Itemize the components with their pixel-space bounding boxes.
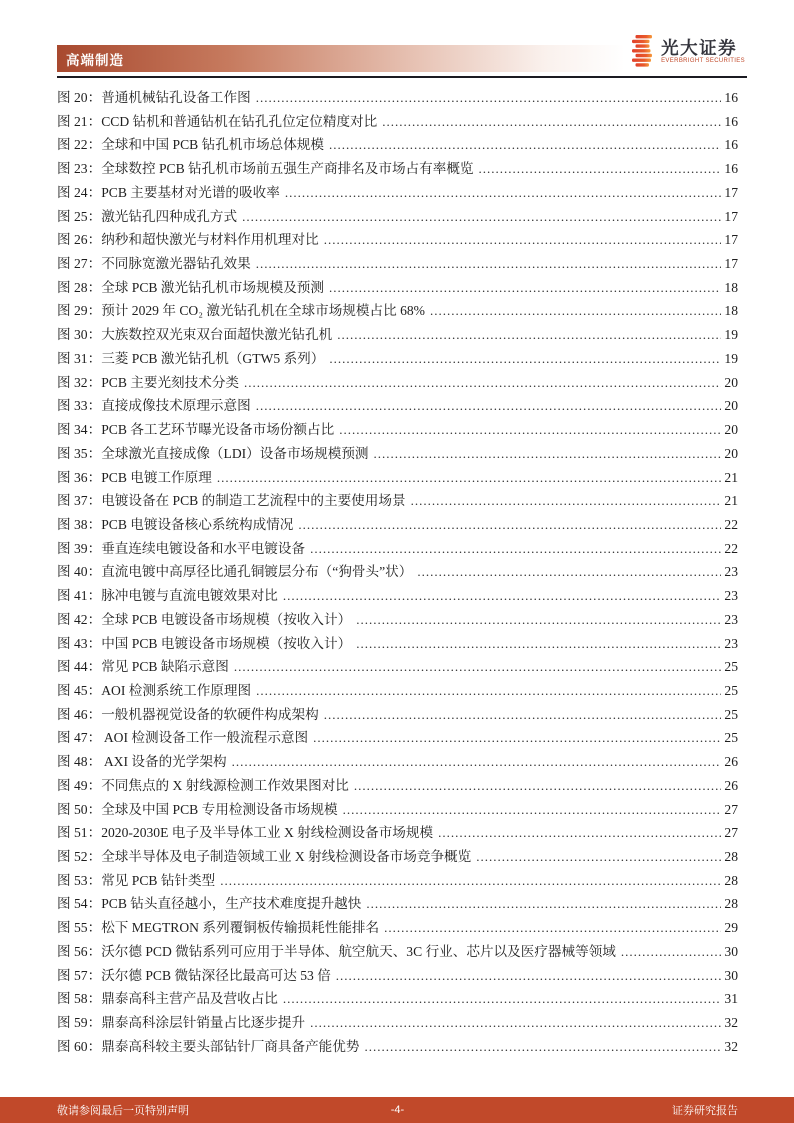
toc-entry-figure-number: 图 21： [57, 113, 102, 129]
toc-dot-leader [324, 703, 722, 727]
toc-entry-figure-number: 图 38： [57, 516, 102, 532]
toc-entry-title: 不同焦点的 X 射线源检测工作效果图对比 [101, 777, 349, 793]
toc-dot-leader [324, 228, 722, 252]
toc-entry-page-number: 30 [724, 943, 738, 959]
toc-entry-figure-number: 图 43： [57, 635, 102, 651]
toc-entry-page-number: 22 [724, 540, 738, 556]
toc-entry-figure-number: 图 40： [57, 564, 102, 580]
toc-entry-page-number: 26 [724, 777, 738, 793]
toc-entry-page-number: 22 [724, 516, 738, 532]
toc-entry[interactable] [57, 442, 738, 466]
everbright-stripes-b-icon [632, 35, 654, 68]
toc-entry-title: 松下 MEGTRON 系列覆铜板传输损耗性能排名 [101, 920, 380, 936]
toc-entry-figure-number: 图 30： [57, 327, 102, 343]
toc-entry-title: 激光钻孔四种成孔方式 [101, 208, 238, 224]
toc-entry-page-number: 28 [724, 896, 738, 912]
toc-entry-page-number: 25 [724, 730, 738, 746]
toc-dot-leader [313, 726, 721, 750]
toc-dot-leader [374, 442, 722, 466]
toc-entry[interactable] [57, 466, 738, 490]
toc-entry[interactable] [57, 323, 738, 347]
toc-entry-page-number: 25 [724, 682, 738, 698]
toc-entry[interactable] [57, 537, 738, 561]
toc-entry-title: 脉冲电镀与直流电镀效果对比 [101, 588, 278, 604]
toc-entry-figure-number: 图 27： [57, 256, 102, 272]
toc-dot-leader [337, 323, 721, 347]
toc-entry[interactable] [57, 821, 738, 845]
toc-entry[interactable] [57, 1035, 738, 1059]
toc-entry[interactable] [57, 655, 738, 679]
toc-entry-title: 三菱 PCB 激光钻孔机（GTW5 系列） [101, 350, 325, 366]
toc-entry-page-number: 16 [724, 161, 738, 177]
toc-dot-leader [336, 964, 722, 988]
toc-entry-figure-number: 图 37： [57, 493, 102, 509]
toc-entry[interactable] [57, 774, 738, 798]
toc-entry-title: 预计 2029 年 CO₂ 激光钻孔机在全球市场规模占比 68% [101, 303, 426, 319]
toc-entry-figure-number: 图 31： [57, 350, 102, 366]
toc-entry-figure-number: 图 36： [57, 469, 102, 485]
toc-entry[interactable] [57, 276, 738, 300]
toc-entry-title: 电镀设备在 PCB 的制造工艺流程中的主要使用场景 [101, 493, 406, 509]
toc-entry-figure-number: 图 28： [57, 279, 102, 295]
toc-entry-figure-number: 图 57： [57, 967, 102, 983]
toc-entry-page-number: 23 [724, 564, 738, 580]
toc-entry-page-number: 30 [724, 967, 738, 983]
toc-entry-figure-number: 图 35： [57, 445, 102, 461]
toc-entry-title: 全球半导体及电子制造领域工业 X 射线检测设备市场竞争概览 [101, 849, 472, 864]
toc-entry[interactable] [57, 940, 738, 964]
toc-entry-page-number: 32 [724, 1038, 738, 1054]
toc-entry-page-number: 18 [724, 303, 738, 319]
toc-entry-page-number: 27 [724, 825, 738, 841]
toc-entry[interactable] [57, 418, 738, 442]
brand-name-cn: 光大证券 [661, 38, 738, 58]
toc-entry-page-number: 23 [724, 611, 738, 627]
toc-dot-leader [417, 560, 721, 584]
toc-dot-leader [479, 157, 722, 181]
toc-entry[interactable] [57, 86, 738, 110]
toc-entry-page-number: 31 [724, 991, 738, 1007]
toc-entry[interactable] [57, 679, 738, 703]
toc-dot-leader [256, 679, 721, 703]
toc-entry-page-number: 20 [724, 422, 738, 438]
toc-entry[interactable] [57, 110, 738, 134]
toc-entry[interactable] [57, 394, 738, 418]
toc-entry-page-number: 20 [724, 445, 738, 461]
toc-entry-figure-number: 图 29： [57, 303, 102, 319]
toc-entry-page-number: 25 [724, 659, 738, 675]
toc-entry[interactable] [57, 584, 738, 608]
toc-entry-figure-number: 图 26： [57, 232, 102, 248]
toc-entry[interactable] [57, 205, 738, 229]
toc-entry-page-number: 26 [724, 754, 738, 770]
toc-entry-figure-number: 图 45： [57, 682, 102, 698]
toc-entry-figure-number: 图 51： [57, 825, 102, 841]
toc-entry-page-number: 17 [724, 184, 738, 200]
toc-entry-title: 中国 PCB 电镀设备市场规模（按收入计） [101, 635, 352, 651]
toc-entry[interactable] [57, 964, 738, 988]
toc-entry[interactable] [57, 916, 738, 940]
footer-bar [0, 1097, 794, 1123]
toc-dot-leader [621, 940, 722, 964]
toc-dot-leader [285, 181, 722, 205]
toc-entry[interactable] [57, 869, 738, 893]
toc-entry-title: 全球 PCB 电镀设备市场规模（按收入计） [101, 611, 352, 627]
toc-entry-page-number: 20 [724, 398, 738, 414]
toc-entry-title: 直接成像技术原理示意图 [101, 398, 251, 414]
toc-entry-title: 纳秒和超快激光与材料作用机理对比 [101, 232, 319, 248]
toc-dot-leader [283, 584, 722, 608]
toc-entry-page-number: 21 [724, 493, 738, 509]
toc-entry-title: 普通机械钻孔设备工作图 [101, 90, 251, 105]
toc-dot-leader [476, 845, 721, 869]
toc-dot-leader [382, 110, 721, 134]
toc-entry-page-number: 19 [724, 350, 738, 366]
toc-entry-title: 鼎泰高科主营产品及营收占比 [101, 991, 278, 1007]
toc-entry-title: 全球激光直接成像（LDI）设备市场规模预测 [101, 445, 369, 461]
toc-entry-page-number: 18 [724, 279, 738, 295]
toc-entry[interactable] [57, 608, 738, 632]
toc-dot-leader [329, 347, 721, 371]
toc-entry[interactable] [57, 299, 738, 323]
toc-entry[interactable] [57, 371, 738, 395]
toc-entry-title: 沃尔德 PCB 微钻深径比最高可达 53 倍 [101, 967, 331, 983]
toc-entry-title: PCB 钻头直径越小，生产技术难度提升越快 [101, 896, 362, 912]
toc-entry-title: 全球和中国 PCB 钻孔机市场总体规模 [101, 137, 324, 153]
toc-entry-title: 直流电镀中高厚径比通孔铜镀层分布（“狗骨头”状） [101, 564, 413, 580]
toc-entry-figure-number: 图 46： [57, 706, 102, 722]
toc-entry[interactable] [57, 181, 738, 205]
toc-dot-leader [217, 466, 722, 490]
toc-dot-leader [232, 750, 722, 774]
toc-entry-page-number: 17 [724, 208, 738, 224]
toc-entry-title: 鼎泰高科较主要头部钻针厂商具备产能优势 [101, 1038, 360, 1054]
toc-entry-figure-number: 图 55： [57, 920, 102, 936]
toc-entry-page-number: 16 [724, 113, 738, 129]
toc-dot-leader [256, 86, 722, 110]
toc-entry-page-number: 28 [724, 849, 738, 864]
toc-entry[interactable] [57, 798, 738, 822]
footer-page-number: -4- [390, 1104, 405, 1116]
toc-entry-title: AOI 检测设备工作一般流程示意图 [101, 730, 309, 746]
toc-dot-leader [256, 394, 722, 418]
toc-entry-figure-number: 图 42： [57, 611, 102, 627]
toc-entry-figure-number: 图 22： [57, 137, 102, 153]
toc-entry-title: 2020-2030E 电子及半导体工业 X 射线检测设备市场规模 [101, 825, 434, 841]
toc-dot-leader [256, 252, 722, 276]
toc-entry-title: 沃尔德 PCD 微钻系列可应用于半导体、航空航天、3C 行业、芯片以及医疗器械等领域 [101, 943, 616, 959]
toc-entry-page-number: 27 [724, 801, 738, 817]
toc-entry-page-number: 19 [724, 327, 738, 343]
toc-entry-title: 鼎泰高科涂层针销量占比逐步提升 [101, 1015, 306, 1031]
toc-entry[interactable] [57, 513, 738, 537]
toc-entry-figure-number: 图 25： [57, 208, 102, 224]
toc-entry-title: 全球 PCB 激光钻孔机市场规模及预测 [101, 279, 324, 295]
toc-entry[interactable] [57, 892, 738, 916]
toc-dot-leader [329, 276, 721, 300]
toc-entry-figure-number: 图 44： [57, 659, 102, 675]
toc-entry-figure-number: 图 54： [57, 896, 102, 912]
toc-entry-page-number: 28 [724, 872, 738, 888]
toc-dot-leader [244, 371, 721, 395]
brand-logo [632, 35, 745, 68]
toc-dot-leader [384, 916, 721, 940]
toc-dot-leader [310, 1011, 721, 1035]
toc-entry-title: 大族数控双光束双台面超快激光钻孔机 [101, 327, 333, 343]
toc-entry-figure-number: 图 32： [57, 374, 102, 390]
toc-entry[interactable] [57, 252, 738, 276]
toc-dot-leader [411, 489, 722, 513]
toc-entry-page-number: 23 [724, 635, 738, 651]
header-divider [57, 76, 747, 78]
toc-dot-leader [234, 655, 722, 679]
toc-entry-title: PCB 主要光刻技术分类 [101, 374, 240, 390]
toc-dot-leader [343, 798, 722, 822]
toc-entry-title: 一般机器视觉设备的软硬件构成架构 [101, 706, 319, 722]
toc-entry-title: AOI 检测系统工作原理图 [101, 682, 252, 698]
toc-entry[interactable] [57, 987, 738, 1011]
toc-dot-leader [339, 418, 721, 442]
toc-entry-figure-number: 图 24： [57, 184, 102, 200]
toc-entry-title: 不同脉宽激光器钻孔效果 [101, 256, 251, 272]
toc-entry-page-number: 25 [724, 706, 738, 722]
toc-entry-title: PCB 电镀设备核心系统构成情况 [101, 516, 294, 532]
toc-entry[interactable] [57, 228, 738, 252]
toc-entry-page-number: 17 [724, 256, 738, 272]
toc-entry-figure-number: 图 33： [57, 398, 102, 414]
toc-entry[interactable] [57, 632, 738, 656]
toc-entry-page-number: 20 [724, 374, 738, 390]
toc-dot-leader [438, 821, 721, 845]
toc-entry[interactable] [57, 1011, 738, 1035]
toc-entry[interactable] [57, 489, 738, 513]
toc-entry[interactable] [57, 845, 738, 869]
toc-entry[interactable] [57, 347, 738, 371]
toc-entry-page-number: 32 [724, 1015, 738, 1031]
toc-dot-leader [329, 133, 721, 157]
toc-entry-title: 全球及中国 PCB 专用检测设备市场规模 [101, 801, 338, 817]
toc-dot-leader [430, 299, 721, 323]
toc-entry[interactable] [57, 157, 738, 181]
toc-dot-leader [283, 987, 722, 1011]
toc-dot-leader [242, 205, 721, 229]
toc-dot-leader [356, 632, 721, 656]
toc-entry-title: 常见 PCB 钻针类型 [101, 872, 216, 888]
footer-disclaimer: 敬请参阅最后一页特别声明 [57, 1105, 189, 1117]
toc-entry-page-number: 17 [724, 232, 738, 248]
toc-dot-leader [364, 1035, 721, 1059]
toc-entry-title: 常见 PCB 缺陷示意图 [101, 659, 229, 675]
toc-entry-figure-number: 图 50： [57, 801, 102, 817]
footer-report-type: 证券研究报告 [672, 1105, 738, 1117]
toc-entry-title: CCD 钻机和普通钻机在钻孔孔位定位精度对比 [101, 113, 378, 129]
toc-entry-page-number: 16 [724, 137, 738, 153]
toc-entry-figure-number: 图 41： [57, 588, 102, 604]
toc-entry-title: PCB 各工艺环节曝光设备市场份额占比 [101, 422, 335, 438]
toc-entry[interactable] [57, 133, 738, 157]
section-label: 高端制造 [66, 52, 124, 68]
toc-dot-leader [356, 608, 721, 632]
toc-entry-figure-number: 图 59： [57, 1015, 102, 1031]
toc-entry-figure-number: 图 48： [57, 754, 102, 770]
toc-entry[interactable] [57, 703, 738, 727]
toc-entry-figure-number: 图 52： [57, 849, 102, 864]
toc-entry-page-number: 29 [724, 920, 738, 936]
toc-entry-figure-number: 图 23： [57, 161, 102, 177]
toc-entry-page-number: 21 [724, 469, 738, 485]
toc-entry-page-number: 16 [724, 90, 738, 105]
toc-entry-page-number: 23 [724, 588, 738, 604]
toc-entry-figure-number: 图 56： [57, 943, 102, 959]
toc-entry-title: PCB 电镀工作原理 [101, 469, 212, 485]
toc-entry-title: 全球数控 PCB 钻孔机市场前五强生产商排名及市场占有率概览 [101, 161, 474, 177]
toc-entry-title: AXI 设备的光学架构 [101, 754, 227, 770]
toc-dot-leader [354, 774, 722, 798]
toc-dot-leader [298, 513, 721, 537]
toc-entry[interactable] [57, 726, 738, 750]
toc-entry-figure-number: 图 58： [57, 991, 102, 1007]
toc-dot-leader [220, 869, 721, 893]
toc-entry-figure-number: 图 60： [57, 1038, 102, 1054]
toc-dot-leader [366, 892, 721, 916]
toc-entry-figure-number: 图 34： [57, 422, 102, 438]
toc-entry-figure-number: 图 39： [57, 540, 102, 556]
toc-entry-title: 垂直连续电镀设备和水平电镀设备 [101, 540, 306, 556]
toc-list [57, 86, 738, 1058]
toc-entry[interactable] [57, 750, 738, 774]
header-section-bar [57, 45, 625, 72]
toc-entry-figure-number: 图 47： [57, 730, 102, 746]
toc-entry-figure-number: 图 20： [57, 90, 102, 105]
toc-entry-figure-number: 图 53： [57, 872, 102, 888]
toc-dot-leader [310, 537, 721, 561]
toc-entry[interactable] [57, 560, 738, 584]
brand-name-en: EVERBRIGHT SECURITIES [661, 58, 745, 64]
toc-entry-figure-number: 图 49： [57, 777, 102, 793]
toc-entry-title: PCB 主要基材对光谱的吸收率 [101, 184, 280, 200]
